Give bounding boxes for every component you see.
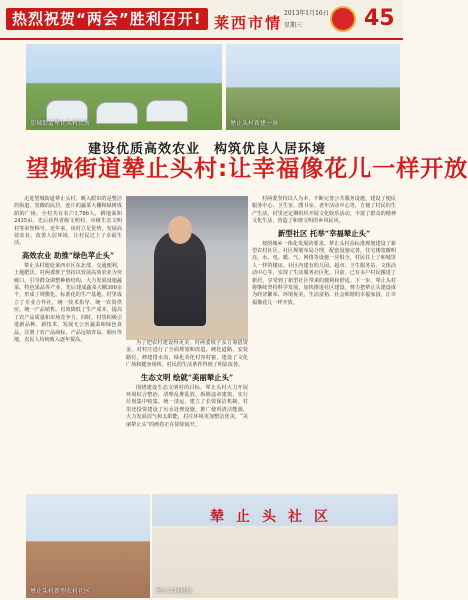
issue-date: 2013年1月16日 [284, 10, 329, 17]
article-headline: 望城街道辇止头村:让幸福像花儿一样开放 [26, 156, 468, 182]
greenhouse-icon [96, 102, 138, 124]
article-paragraph: 按照城乡一体化发展的要求，辇止头村高标准规划建设了新型农村社区。社区规划布局合理，配套设施完善，住宅楼宽敞明亮，水、电、暖、气、网络等设施一应俱全，村民住上了和城里人一样的楼房。社区内建有幼儿园、超市、卫生服务站、文体活动中心等，实现了生活服务社区化。目前，已有多户村民搬进了新居，享受到了新型社区带来的便利和舒适。下一步，辇止头村将继续坚持科学发展，加快推进社区建设，努力把辇止头建设成为经济繁荣、环境优美、生活富裕、社会和谐的幸福家园，让幸福像花儿一样开放。 [252, 240, 396, 306]
article-paragraph: 为了把农村建设得更美，村两委班子多方筹措资金，对村庄进行了全面规划和改造。硬化道路、安装路灯、修建排水沟、绿化美化村容村貌，建设了文化广场和健身场所，村民的生活条件得到了明显改善。 [126, 340, 248, 369]
photo-new-community [26, 494, 150, 598]
header-rule [0, 38, 403, 40]
gate-sign: 辇止头社区 [210, 509, 340, 525]
photo-caption: 辇止头村新型农村社区 [30, 588, 91, 595]
section-heading: 新型社区 托举“幸福辇止头” [277, 228, 371, 238]
article-subheadline: 建设优质高效农业 构筑优良人居环境 [88, 142, 327, 157]
article-paragraph: 围绕建设生态文明村的目标，辇止头村大力开展环境综合整治，清理乱堆乱放，拆除违章建筑，实行垃圾集中收集、统一清运，建立了长效保洁机制。村里还投资建设了污水处理设施，推广使用清洁能源，大力发展沼气和太阳能，村庄环境更加整洁优美，“美丽辇止头”的画卷正在徐徐展开。 [126, 384, 248, 428]
person-face [168, 216, 192, 244]
photo-caption: 辇止头村村居 [156, 588, 193, 595]
celebration-banner: 热烈祝贺“两会”胜利召开! [6, 8, 208, 30]
article-paragraph: 村两委坚持以人为本，不断完善公共服务设施，建设了便民服务中心、卫生室、图书室、老年活动中心等，方便了村民的生产生活。村里还定期组织开展文化娱乐活动，丰富了群众的精神文化生活，营造了和谐文明的乡风民风。 [252, 196, 396, 225]
article-intro: 走进望城街道辇止头村，映入眼帘的是整洁的街道、宽敞的民居、连片的蔬菜大棚和绿树成荫的广场。全村共有农户1,786人，耕地面积2435亩，先后获得省级文明村、市级生态文明村等荣誉称号。近年来，该村立足优势，发展高效农业，改善人居环境，让村民过上了幸福生活。 [14, 196, 122, 247]
photo-caption: 辇止头村新建一景 [230, 120, 279, 127]
article-paragraph: 辇止头村地处莱西市区东北部，交通便利，土地肥沃。村两委班子坚持以发展高效农业为突破口，引导群众调整种植结构，大力发展设施蔬菜、特色果品等产业，先后建成蔬菜大棚300余个，形成了规模化、标准化的生产基地。村里成立了专业合作社，统一技术指导、统一农资供应、统一产品销售，有效降低了生产成本，提高了农产品质量和市场竞争力。同时，村里积极引进新品种、新技术，发展无公害蔬菜和绿色食品，注册了农产品商标，产品远销青岛、烟台等地，农民人均纯收入逐年提高。 [14, 262, 122, 343]
photo-caption: 望城街道辇止头村民居 [30, 120, 91, 127]
photo-village-leader [126, 196, 248, 340]
section-heading: 生态文明 绘就“美丽辇止头” [140, 372, 234, 382]
issue-weekday: 星期三 [284, 22, 303, 29]
page-number: 45 [364, 6, 395, 31]
greenhouse-icon [146, 100, 188, 122]
section-heading: 高效农业 助推“绿色苹止头” [21, 250, 115, 260]
person-figure [154, 230, 206, 326]
photo-village-houses [26, 44, 222, 130]
emblem-icon [330, 6, 356, 32]
photo-village-scene [226, 44, 400, 130]
article-column-1 [14, 196, 122, 542]
section-title: 莱西市情 [214, 14, 283, 32]
photo-village-gate [152, 494, 398, 598]
